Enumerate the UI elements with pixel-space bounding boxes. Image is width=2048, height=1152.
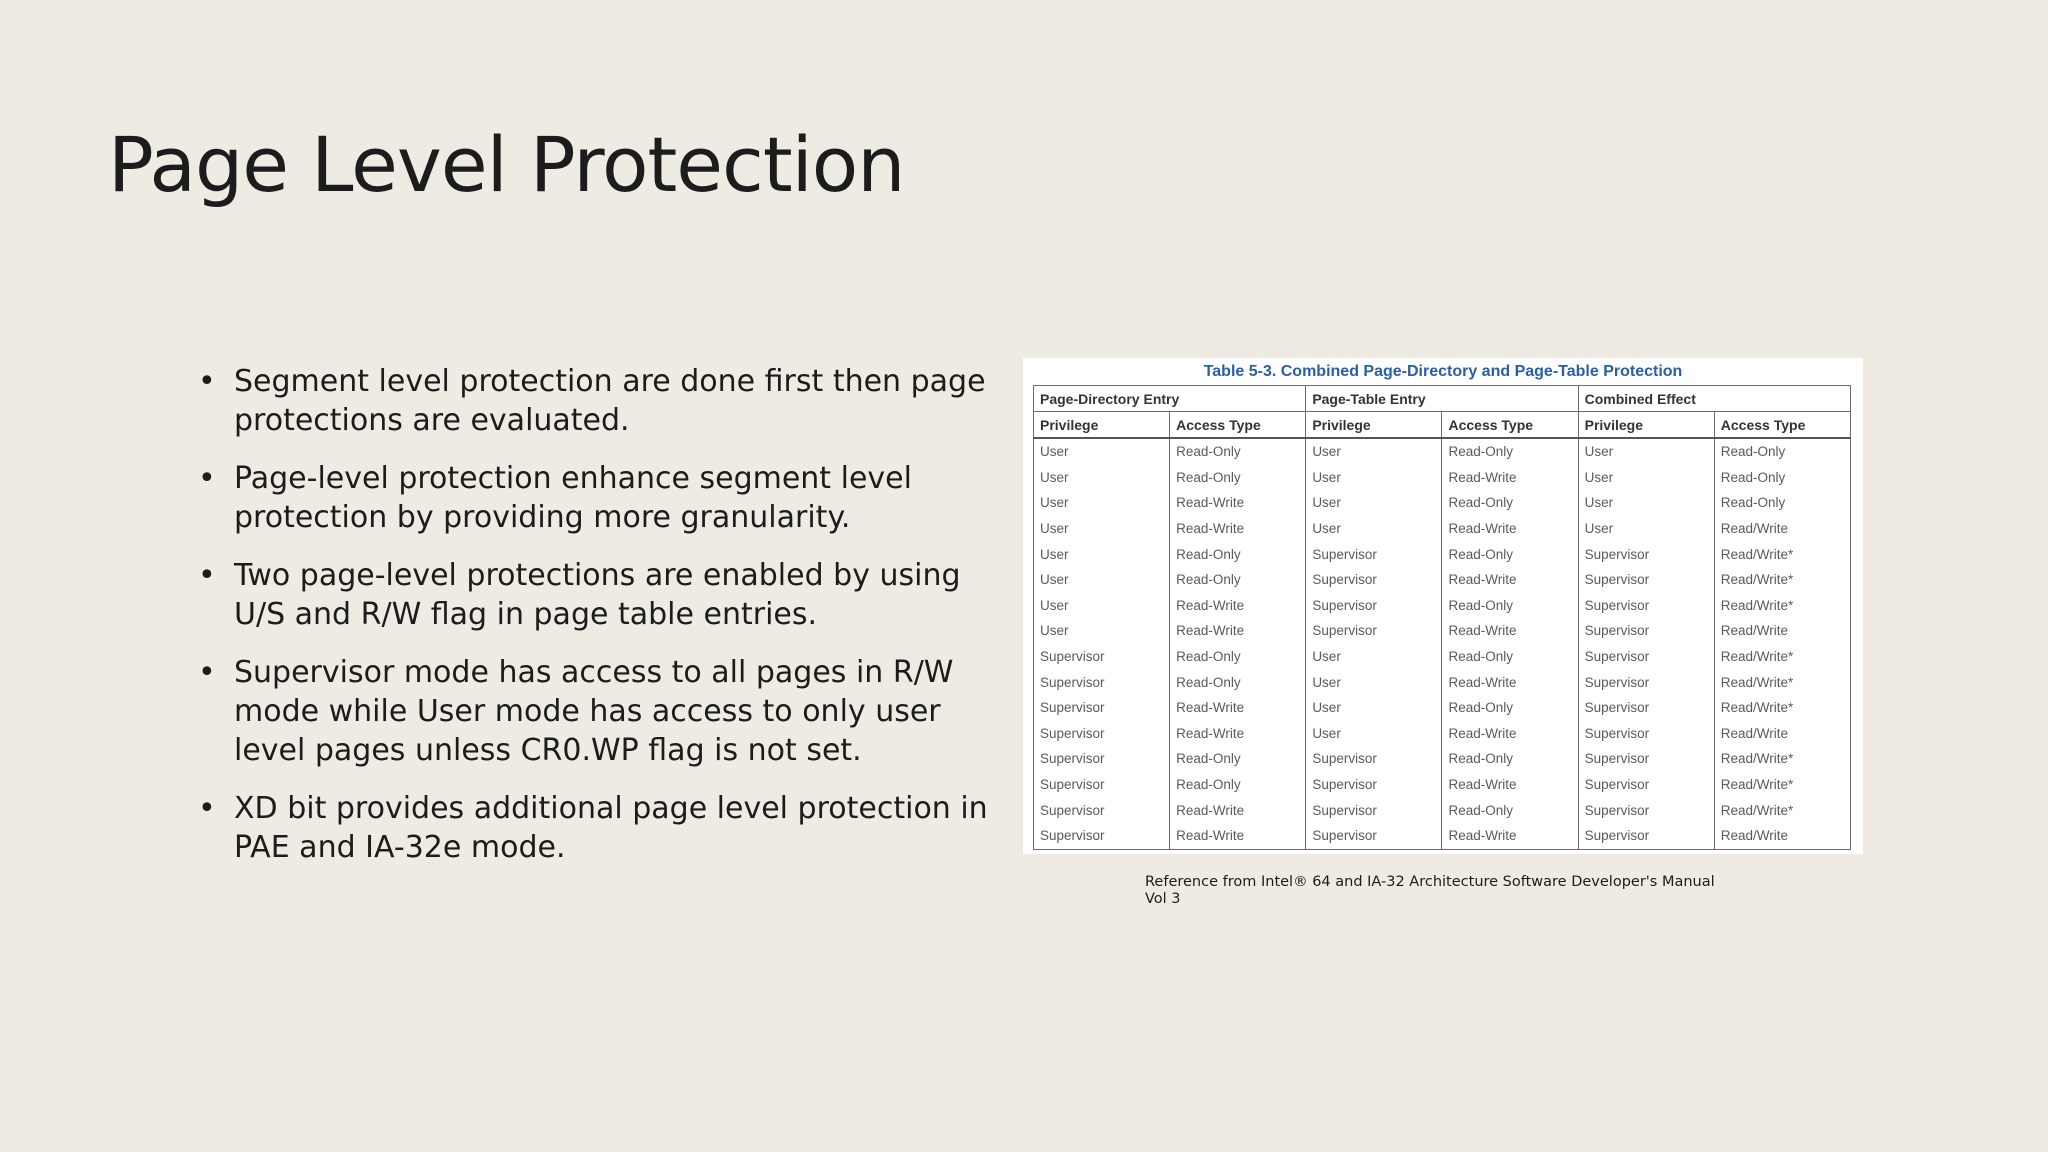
slide-title: Page Level Protection [108, 120, 905, 209]
reference-line: Reference from Intel® 64 and IA-32 Architecture Software Developer's Manual [1145, 874, 1715, 890]
table-cell: Supervisor [1578, 567, 1714, 593]
table-row [1034, 669, 1851, 695]
table-cell: User [1306, 721, 1442, 747]
table-cell: Read-Only [1714, 490, 1850, 516]
table-cell: Supervisor [1578, 797, 1714, 823]
table-cell: Supervisor [1034, 669, 1170, 695]
table-cell: User [1034, 618, 1170, 644]
table-cell: Read-Only [1442, 593, 1578, 619]
table-row [1034, 772, 1851, 798]
table-cell: Read-Write [1442, 516, 1578, 542]
table-row [1034, 593, 1851, 619]
table-cell: Supervisor [1306, 823, 1442, 849]
table-cell: Read/Write [1714, 516, 1850, 542]
table-cell: Read-Only [1170, 438, 1306, 465]
table-cell: Supervisor [1306, 772, 1442, 798]
table-cell: User [1578, 465, 1714, 491]
table-row [1034, 490, 1851, 516]
table-cell: Supervisor [1034, 721, 1170, 747]
table-cell: Read/Write* [1714, 669, 1850, 695]
table-cell: Read-Only [1442, 541, 1578, 567]
table-cell: Read/Write* [1714, 644, 1850, 670]
column-header: Privilege [1306, 412, 1442, 439]
table-row [1034, 618, 1851, 644]
table-cell: Read/Write [1714, 618, 1850, 644]
table-cell: Read/Write* [1714, 567, 1850, 593]
table-cell: Read-Write [1170, 823, 1306, 849]
protection-table [1033, 385, 1851, 850]
table-cell: Supervisor [1306, 567, 1442, 593]
table-cell: Supervisor [1578, 746, 1714, 772]
table-row [1034, 516, 1851, 542]
table-row [1034, 567, 1851, 593]
table-cell: Supervisor [1578, 644, 1714, 670]
bullet-list [196, 362, 1016, 886]
table-cell: Read-Only [1714, 465, 1850, 491]
table-cell: Supervisor [1306, 746, 1442, 772]
table-body [1034, 438, 1851, 849]
table-cell: Read-Write [1170, 721, 1306, 747]
protection-table-figure [1023, 358, 1863, 854]
table-cell: Supervisor [1034, 746, 1170, 772]
reference-note [1145, 874, 1765, 908]
table-cell: Read/Write [1714, 721, 1850, 747]
table-column-header-row [1034, 412, 1851, 439]
table-cell: User [1034, 490, 1170, 516]
bullet-item: • Supervisor mode has access to all pages in R/W mode while User mode has access to only user level pages unless CR0.WP flag is not set. [196, 653, 1016, 770]
table-cell: Read/Write* [1714, 772, 1850, 798]
table-cell: Supervisor [1578, 823, 1714, 849]
table-cell: Read-Only [1170, 644, 1306, 670]
table-cell: Read-Only [1442, 644, 1578, 670]
table-cell: Supervisor [1306, 593, 1442, 619]
table-cell: Supervisor [1034, 695, 1170, 721]
table-cell: Read/Write* [1714, 746, 1850, 772]
table-cell: User [1306, 644, 1442, 670]
table-cell: Read-Write [1442, 772, 1578, 798]
table-cell: Read-Write [1442, 465, 1578, 491]
table-cell: Read-Only [1442, 490, 1578, 516]
table-cell: User [1034, 438, 1170, 465]
column-header: Access Type [1714, 412, 1850, 439]
table-row [1034, 721, 1851, 747]
table-cell: Read-Only [1442, 438, 1578, 465]
table-group-header-row [1034, 386, 1851, 412]
table-cell: User [1306, 490, 1442, 516]
table-cell: Read/Write* [1714, 541, 1850, 567]
table-cell: User [1034, 567, 1170, 593]
bullet-item: • Segment level protection are done first then page protections are evaluated. [196, 362, 1016, 440]
table-cell: Read-Only [1442, 797, 1578, 823]
table-cell: Read-Write [1442, 567, 1578, 593]
column-header: Access Type [1442, 412, 1578, 439]
table-cell: Read-Only [1170, 567, 1306, 593]
table-cell: Read-Write [1170, 593, 1306, 619]
table-cell: User [1306, 516, 1442, 542]
table-row [1034, 644, 1851, 670]
table-cell: Read-Only [1714, 438, 1850, 465]
table-cell: User [1034, 541, 1170, 567]
bullet-item: • XD bit provides additional page level protection in PAE and IA-32e mode. [196, 789, 1016, 867]
column-header: Privilege [1034, 412, 1170, 439]
table-cell: Supervisor [1034, 772, 1170, 798]
table-cell: Read/Write* [1714, 695, 1850, 721]
bullet-item: • Two page-level protections are enabled by using U/S and R/W flag in page table entries. [196, 556, 1016, 634]
table-cell: Read-Only [1170, 772, 1306, 798]
table-row [1034, 438, 1851, 465]
table-cell: Supervisor [1306, 541, 1442, 567]
table-cell: Read-Write [1170, 695, 1306, 721]
table-cell: Read-Only [1170, 465, 1306, 491]
table-cell: Read-Write [1442, 618, 1578, 644]
table-cell: User [1034, 593, 1170, 619]
table-row [1034, 746, 1851, 772]
bullet-item: • Page-level protection enhance segment level protection by providing more granularity. [196, 459, 1016, 537]
table-cell: Read/Write* [1714, 593, 1850, 619]
group-header-combined-effect: Combined Effect [1578, 386, 1850, 412]
table-cell: Read-Write [1170, 618, 1306, 644]
table-cell: Supervisor [1578, 695, 1714, 721]
table-cell: Supervisor [1034, 644, 1170, 670]
table-row [1034, 695, 1851, 721]
table-cell: User [1578, 490, 1714, 516]
table-cell: Read/Write [1714, 823, 1850, 849]
table-cell: Supervisor [1578, 721, 1714, 747]
table-cell: Supervisor [1306, 618, 1442, 644]
table-cell: Read-Only [1170, 669, 1306, 695]
table-cell: Read-Only [1442, 746, 1578, 772]
table-caption: Table 5-3. Combined Page-Directory and Page-Table Protection [1203, 363, 1683, 380]
table-row [1034, 797, 1851, 823]
table-row [1034, 541, 1851, 567]
table-cell: Read-Only [1170, 541, 1306, 567]
table-cell: User [1578, 516, 1714, 542]
table-cell: User [1306, 695, 1442, 721]
table-cell: Supervisor [1578, 593, 1714, 619]
table-cell: User [1306, 669, 1442, 695]
table-cell: Supervisor [1306, 797, 1442, 823]
table-cell: Supervisor [1578, 618, 1714, 644]
table-cell: Read/Write* [1714, 797, 1850, 823]
table-cell: Read-Write [1442, 823, 1578, 849]
table-cell: User [1578, 438, 1714, 465]
table-cell: Read-Write [1170, 490, 1306, 516]
table-cell: Read-Write [1442, 721, 1578, 747]
table-cell: Supervisor [1034, 823, 1170, 849]
table-cell: User [1306, 438, 1442, 465]
table-cell: User [1306, 465, 1442, 491]
table-cell: Read-Write [1170, 516, 1306, 542]
table-row [1034, 465, 1851, 491]
table-row [1034, 823, 1851, 849]
table-cell: Supervisor [1578, 669, 1714, 695]
reference-line: Vol 3 [1145, 891, 1181, 907]
table-cell: Read-Only [1442, 695, 1578, 721]
table-cell: Read-Write [1442, 669, 1578, 695]
column-header: Privilege [1578, 412, 1714, 439]
table-cell: Read-Write [1170, 797, 1306, 823]
table-cell: User [1034, 465, 1170, 491]
table-cell: Supervisor [1578, 772, 1714, 798]
table-cell: Supervisor [1034, 797, 1170, 823]
group-header-page-table: Page-Table Entry [1306, 386, 1578, 412]
group-header-page-directory: Page-Directory Entry [1034, 386, 1306, 412]
table-cell: Read-Only [1170, 746, 1306, 772]
table-cell: User [1034, 516, 1170, 542]
table-cell: Supervisor [1578, 541, 1714, 567]
column-header: Access Type [1170, 412, 1306, 439]
